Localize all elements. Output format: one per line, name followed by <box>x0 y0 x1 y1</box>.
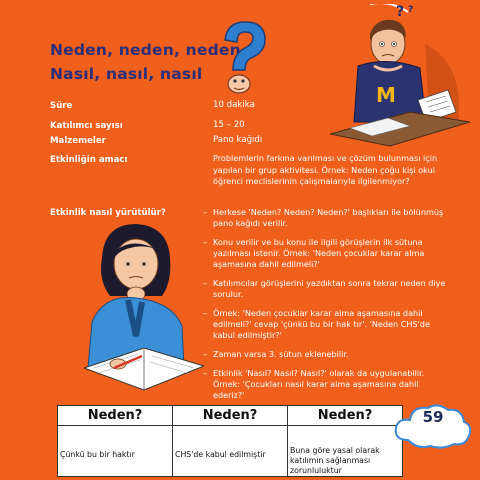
title-line-1: Neden, neden, neden <box>50 41 241 59</box>
materials-label: Malzemeler <box>50 136 106 146</box>
table-cell: CHS'de kabul edilmiştir <box>173 426 288 477</box>
table-row <box>58 426 403 477</box>
purpose-label: Etkinliğin amacı <box>50 155 128 165</box>
participants-label: Katılımcı sayısı <box>50 121 123 131</box>
materials-value: Pano kağıdı <box>213 135 263 145</box>
title-line-2: Nasıl, nasıl, nasıl <box>50 65 203 83</box>
participants-value: 15 – 20 <box>213 120 245 130</box>
svg-text:?: ? <box>396 4 405 20</box>
why-table <box>57 405 403 477</box>
steps-list <box>203 207 451 409</box>
step-item: – Örnek: 'Neden çocuklar karar alma aşamasına dahil edilmeli?' cevap 'çünkü bu bir hak tır'. 'Neden CHS'de kabul edilmiştir?' <box>203 308 451 341</box>
girl-writing-illustration <box>84 218 204 398</box>
table-cell: Buna göre yasal olarak katılımın sağlanması zorunluluktur <box>288 426 403 477</box>
duration-label: Süre <box>50 101 73 111</box>
steps-label: Etkinlik nasıl yürütülür? <box>50 208 166 218</box>
table-cell: Çünkü bu bir haktır <box>58 426 173 477</box>
step-item: – Herkese 'Neden? Neden? Neden?' başlıkları ile bölünmüş pano kağıdı verilir. <box>203 207 451 229</box>
svg-text:?: ? <box>408 5 414 15</box>
table-header: Neden? <box>58 406 173 426</box>
duration-value: 10 dakika <box>213 100 255 110</box>
table-header: Neden? <box>288 406 403 426</box>
svg-text:M: M <box>376 83 396 107</box>
step-item: – Katılımcılar görüşlerini yazdıktan sonra tekrar neden diye sorulur. <box>203 278 451 300</box>
step-item: – Konu verilir ve bu konu ile ilgili görüşlerin ilk sütuna yazılması istenir. Örnek: 'Neden çocuklar karar alma aşamasına dahil edilmeli?' <box>203 237 451 270</box>
step-item: – Etkinlik 'Nasıl? Nasıl? Nasıl?' olarak da uygulanabilir. Örnek: 'Çocukları nasıl karar alma aşamasına dahil ederiz?' <box>203 368 451 401</box>
page-number: 59 <box>422 408 444 426</box>
purpose-value: Problemlerin farkına varılması ve çözüm bulunması için yapılan bir grup aktivitesi. Örnek: Neden çoğu kişi okul öğrenci meclislerinin çalışmalarıyla ilgilenmiyor? <box>213 153 438 186</box>
table-header: Neden? <box>173 406 288 426</box>
step-item: – Zaman varsa 3. sütun eklenebilir. <box>203 349 451 360</box>
boy-reading-illustration <box>330 4 470 154</box>
question-mark-icon <box>213 18 273 98</box>
